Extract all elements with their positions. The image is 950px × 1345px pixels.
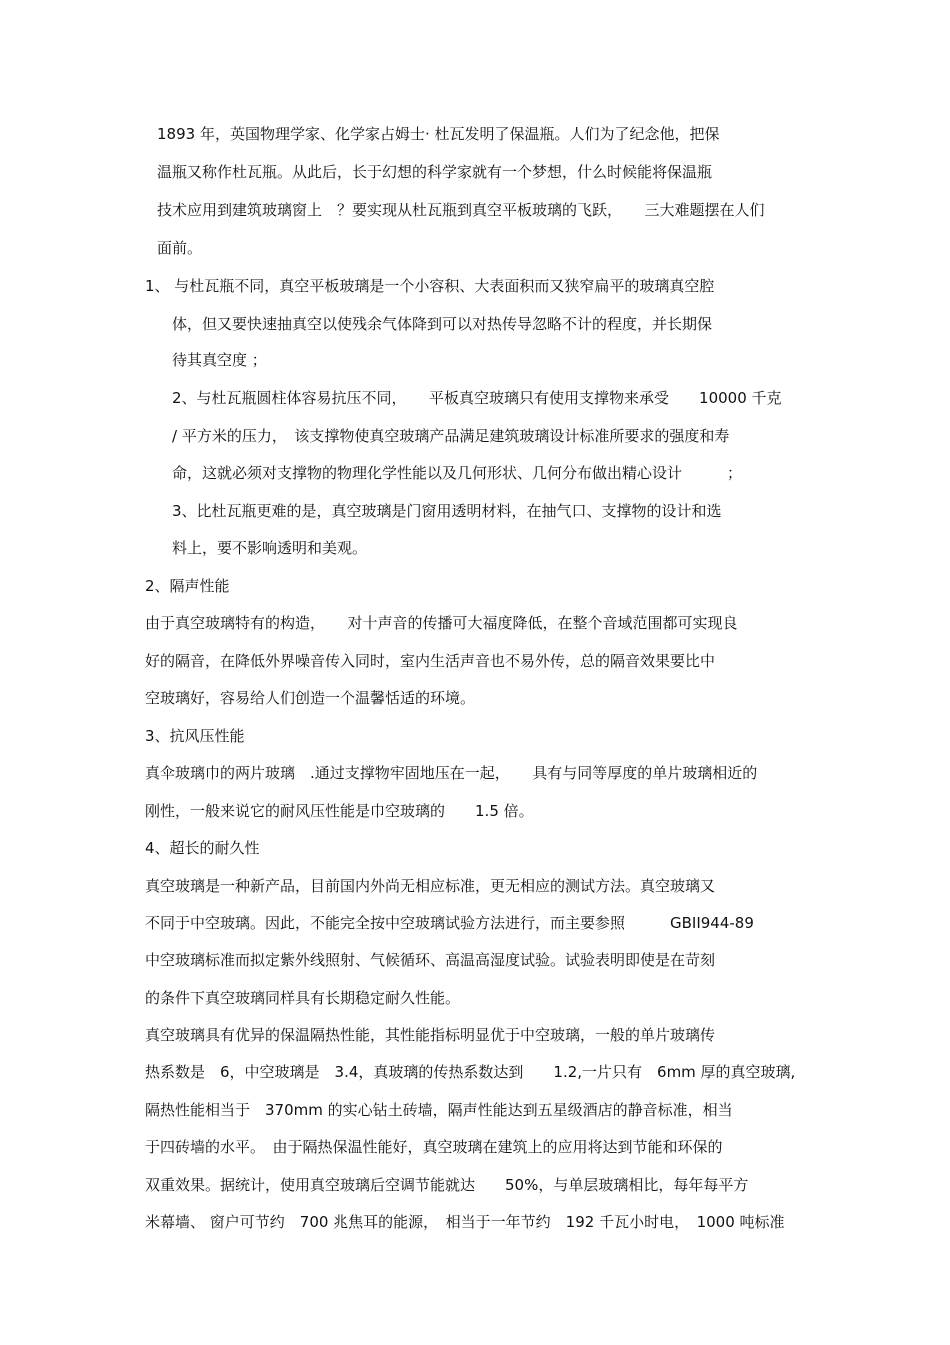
list-item-line: / 平方米的压力， 该支撑物使真空玻璃产品满足建筑玻璃设计标准所要求的强度和寿	[172, 427, 730, 445]
section-heading: 4、超长的耐久性	[145, 839, 260, 857]
section-heading: 2、隔声性能	[145, 577, 230, 595]
paragraph-line: 好的隔音，在降低外界噪音传入同时，室内生活声音也不易外传，总的隔音效果要比中	[145, 652, 716, 670]
paragraph-line: 热系数是 6，中空玻璃是 3.4，真玻璃的传热系数达到 1.2,一片只有 6mm 厚的真空玻璃,	[145, 1063, 796, 1081]
list-item-line: 体，但又要快速抽真空以使残余气体降到可以对热传导忽略不计的程度，并长期保	[172, 315, 713, 333]
paragraph-line: 于四砖墙的水平。 由于隔热保温性能好，真空玻璃在建筑上的应用将达到节能和环保的	[145, 1138, 723, 1156]
paragraph-line: 双重效果。据统计，使用真空玻璃后空调节能就达 50%，与单层玻璃相比，每年每平方	[145, 1176, 749, 1194]
paragraph-line: 空玻璃好，容易给人们创造一个温馨恬适的环境。	[145, 689, 476, 707]
paragraph-line: 米幕墙、 窗户可节约 700 兆焦耳的能源， 相当于一年节约 192 千瓦小时电， 1000 吨标准	[145, 1213, 785, 1231]
paragraph-line: 技术应用到建筑玻璃窗上 ？要实现从杜瓦瓶到真空平板玻璃的飞跃， 三大难题摆在人们	[157, 201, 765, 219]
paragraph-line: 由于真空玻璃特有的构造， 对十声音的传播可大福度降低，在整个音域范围都可实现良	[145, 614, 738, 632]
paragraph-line: 隔热性能相当于 370mm 的实心钻土砖墙，隔声性能达到五星级酒店的静音标准，相当	[145, 1101, 733, 1119]
paragraph-line: 不同于中空玻璃。因此，不能完全按中空玻璃试验方法进行，而主要参照 GBII944-89	[145, 914, 754, 932]
paragraph-line: 真空玻璃具有优异的保温隔热性能，其性能指标明显优于中空玻璃，一般的单片玻璃传	[145, 1026, 716, 1044]
paragraph-line: 真伞玻璃巾的两片玻璃 .通过支撑物牢固地压在一起， 具有与同等厚度的单片玻璃相近的	[145, 764, 758, 782]
list-item-line: 料上，要不影响透明和美观。	[172, 539, 368, 557]
list-item-line: 1、 与杜瓦瓶不同，真空平板玻璃是一个小容积、大表面积而又狭窄扁平的玻璃真空腔	[145, 277, 715, 295]
paragraph-line: 真空玻璃是一种新产品，目前国内外尚无相应标准，更无相应的测试方法。真空玻璃又	[145, 877, 716, 895]
paragraph-line: 中空玻璃标准而拟定紫外线照射、气候循环、高温高湿度试验。试验表明即使是在苛刻	[145, 951, 716, 969]
list-item-line: 命，这就必须对支撑物的物理化学性能以及几何形状、几何分布做出精心设计 ；	[172, 464, 743, 482]
paragraph-line: 温瓶又称作杜瓦瓶。从此后，长于幻想的科学家就有一个梦想，什么时候能将保温瓶	[157, 163, 713, 181]
list-item-line: 2、与杜瓦瓶圆柱体容易抗压不同， 平板真空玻璃只有使用支撑物来承受 10000 千克	[172, 389, 782, 407]
paragraph-line: 的条件下真空玻璃同样具有长期稳定耐久性能。	[145, 989, 461, 1007]
paragraph-line: 1893 年，英国物理学家、化学家占姆士· 杜瓦发明了保温瓶。人们为了纪念他，把保	[157, 125, 720, 143]
list-item-line: 3、比杜瓦瓶更难的是，真空玻璃是门窗用透明材料，在抽气口、支撑物的设计和选	[172, 502, 722, 520]
list-item-line: 待其真空度 ；	[172, 351, 267, 369]
section-heading: 3、抗风压性能	[145, 727, 245, 745]
paragraph-line: 面前。	[157, 239, 203, 257]
paragraph-line: 刚性，一般来说它的耐风压性能是巾空玻璃的 1.5 倍。	[145, 802, 534, 820]
